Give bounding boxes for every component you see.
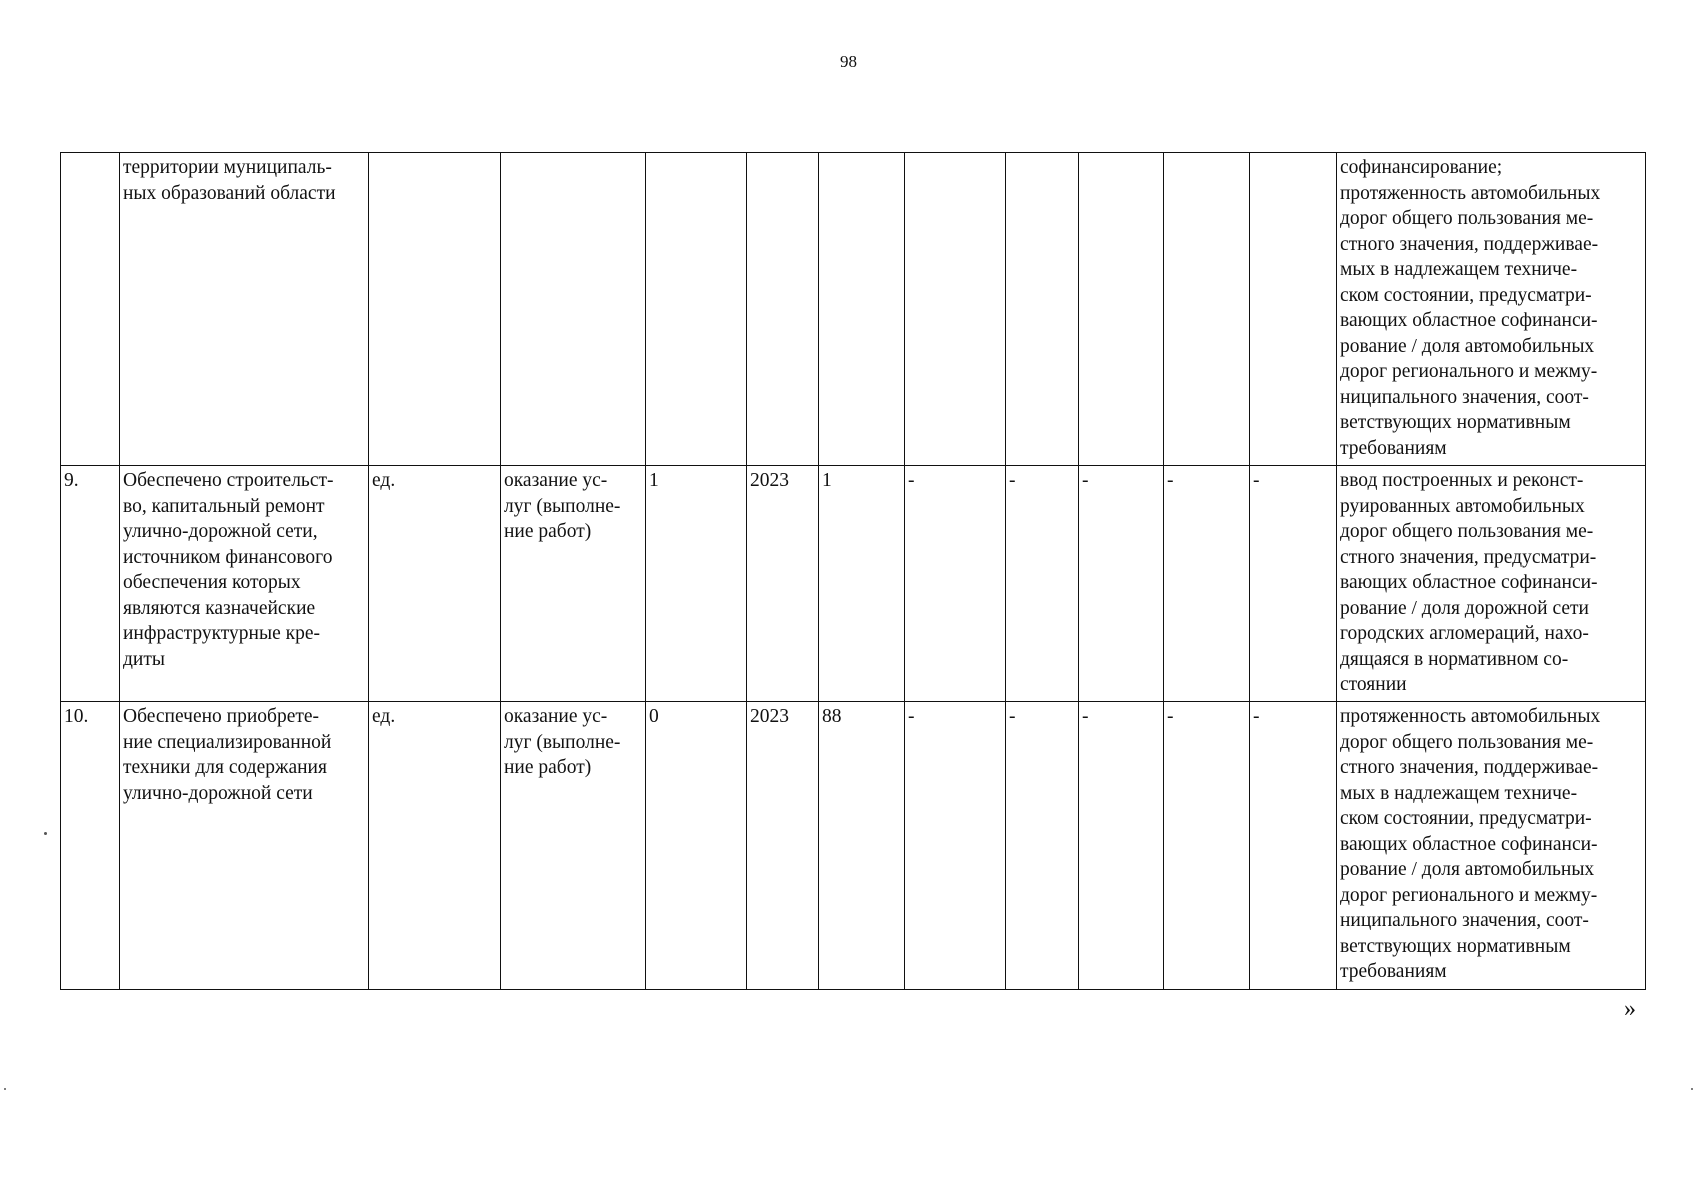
value-4: - (1079, 466, 1164, 702)
result-type: оказание ус- луг (выполне- ние работ) (501, 702, 646, 990)
closing-quote-mark: » (1624, 996, 1636, 1022)
result-name: Обеспечено приобрете- ние специализированной техники для содержания улично-дорожной сети (120, 702, 369, 990)
value-2: - (905, 466, 1006, 702)
value-4 (1079, 153, 1164, 466)
unit (369, 153, 501, 466)
base-value: 1 (646, 466, 747, 702)
indicator-link: протяженность автомобильных дорог общего пользования ме- стного значения, поддерживае- мых в надлежащем техниче- ском состоянии, предусматри- вающих областное софинанси- рование / доля автомобильных дорог регионального и межму- ниципального значения, соот- ветствующих нормативным требованиям (1337, 702, 1646, 990)
value-5 (1164, 153, 1250, 466)
base-value: 0 (646, 702, 747, 990)
row-number: 9. (61, 466, 120, 702)
value-5: - (1164, 702, 1250, 990)
value-3: - (1006, 702, 1079, 990)
table-row (61, 466, 1646, 702)
value-1 (819, 153, 905, 466)
indicator-link: ввод построенных и реконст- руированных автомобильных дорог общего пользования ме- стного значения, предусматри- вающих областное софинанси- рование / доля дорожной сети городских агломераций, нахо- дящаяся в нормативном со- стоянии (1337, 466, 1646, 702)
value-6: - (1250, 466, 1337, 702)
unit: ед. (369, 702, 501, 990)
result-name: Обеспечено строительст- во, капитальный ремонт улично-дорожной сети, источником финансового обеспечения которых являются казначейские инфраструктурные кре- диты (120, 466, 369, 702)
result-type: оказание ус- луг (выполне- ние работ) (501, 466, 646, 702)
value-2 (905, 153, 1006, 466)
base-year (747, 153, 819, 466)
value-6 (1250, 153, 1337, 466)
scan-speck (1691, 1088, 1693, 1090)
row-number: 10. (61, 702, 120, 990)
result-name: территории муниципаль- ных образований области (120, 153, 369, 466)
indicator-link: софинансирование; протяженность автомобильных дорог общего пользования ме- стного значения, поддерживае- мых в надлежащем техниче- ском состоянии, предусматри- вающих областное софинанси- рование / доля автомобильных дорог регионального и межму- ниципального значения, соот- ветствующих нормативным требованиям (1337, 153, 1646, 466)
base-year: 2023 (747, 466, 819, 702)
base-year: 2023 (747, 702, 819, 990)
value-5: - (1164, 466, 1250, 702)
value-2: - (905, 702, 1006, 990)
value-1: 1 (819, 466, 905, 702)
page-number: 98 (840, 52, 857, 71)
base-value (646, 153, 747, 466)
scan-speck (4, 1088, 6, 1090)
table-row (61, 153, 1646, 466)
value-1: 88 (819, 702, 905, 990)
value-6: - (1250, 702, 1337, 990)
value-3 (1006, 153, 1079, 466)
value-3: - (1006, 466, 1079, 702)
result-type (501, 153, 646, 466)
row-number (61, 153, 120, 466)
program-table (60, 152, 1646, 990)
table-row (61, 702, 1646, 990)
value-4: - (1079, 702, 1164, 990)
unit: ед. (369, 466, 501, 702)
scan-speck (44, 832, 47, 835)
